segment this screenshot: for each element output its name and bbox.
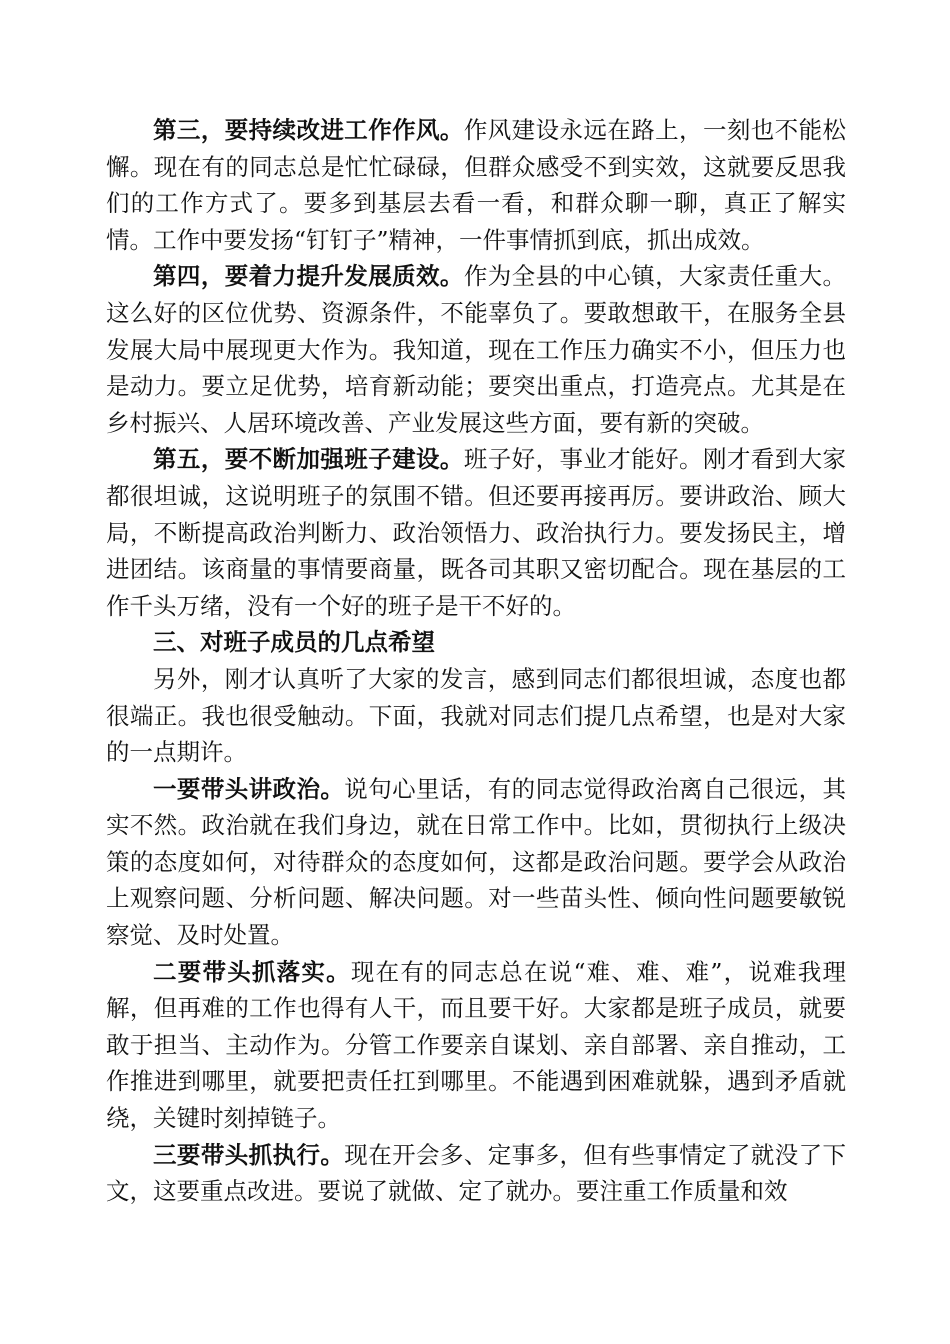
paragraph-text: 作为全县的中心镇，大家责任重大。这么好的区位优势、资源条件，不能辜负了。要敢想敢干，在服务全县发展大局中展现更大作为。我知道，现在工作压力确实不小，但压力也是动力。要立足优势，培育新动能；要突出重点，打造亮点。尤其是在乡村振兴、人居环境改善、产业发展这些方面，要有新的突破。 (106, 262, 847, 437)
paragraph-lead: 第三，要持续改进工作作风。 (153, 116, 464, 144)
hope-execution (106, 1137, 846, 1210)
hope-implementation (106, 954, 846, 1137)
paragraph-development-quality (106, 258, 846, 441)
hope-text: 现在开会多、定事多，但有些事情定了就没了下文，这要重点改进。要说了就做、定了就办。要注重工作质量和效 (106, 1140, 847, 1206)
paragraph-lead: 第四，要着力提升发展质效。 (153, 262, 464, 291)
hope-text: 说句心里话，有的同志觉得政治离自己很远，其实不然。政治就在我们身边，就在日常工作中。比如，贯彻执行上级决策的态度如何，对待群众的态度如何，这都是政治问题。要学会从政治上观察问题、分析问题、解决问题。对一些苗头性、倾向性问题要敏锐察觉、及时处置。 (106, 774, 847, 950)
hope-lead: 一要带头讲政治。 (153, 774, 345, 803)
hope-text: 现在有的同志总在说“难、难、难”，说难我理解，但再难的工作也得有人干，而且要干好。大家都是班子成员，就要敢于担当、主动作为。分管工作要亲自谋划、亲自部署、亲自推动，工作推进到哪里，就要把责任扛到哪里。不能遇到困难就躲，遇到矛盾就绕，关键时刻掉链子。 (106, 957, 847, 1133)
paragraph-text: 作风建设永远在路上，一刻也不能松懈。现在有的同志总是忙忙碌碌，但群众感受不到实效，这就要反思我们的工作方式了。要多到基层去看一看，和群众聊一聊，真正了解实情。工作中要发扬“钉钉子”精神，一件事情抓到底，抓出成效。 (106, 116, 847, 254)
paragraph-work-style (106, 112, 846, 258)
paragraph-text: 班子好，事业才能好。刚才看到大家都很坦诚，这说明班子的氛围不错。但还要再接再厉。要讲政治、顾大局，不断提高政治判断力、政治领悟力、政治执行力。要发扬民主，增进团结。该商量的事情要商量，既各司其职又密切配合。现在基层的工作千头万绪，没有一个好的班子是干不好的。 (106, 445, 847, 620)
intro-paragraph: 另外，刚才认真听了大家的发言，感到同志们都很坦诚，态度也都很端正。我也很受触动。下面，我就对同志们提几点希望，也是对大家的一点期许。 (106, 664, 846, 767)
paragraph-lead: 第五，要不断加强班子建设。 (153, 445, 464, 474)
paragraph-team-building (106, 441, 846, 624)
hope-lead: 二要带头抓落实。 (153, 957, 351, 986)
section-heading: 三、对班子成员的几点希望 (153, 628, 435, 657)
document-page (106, 112, 846, 1210)
hope-politics (106, 771, 846, 954)
hope-lead: 三要带头抓执行。 (153, 1140, 345, 1169)
